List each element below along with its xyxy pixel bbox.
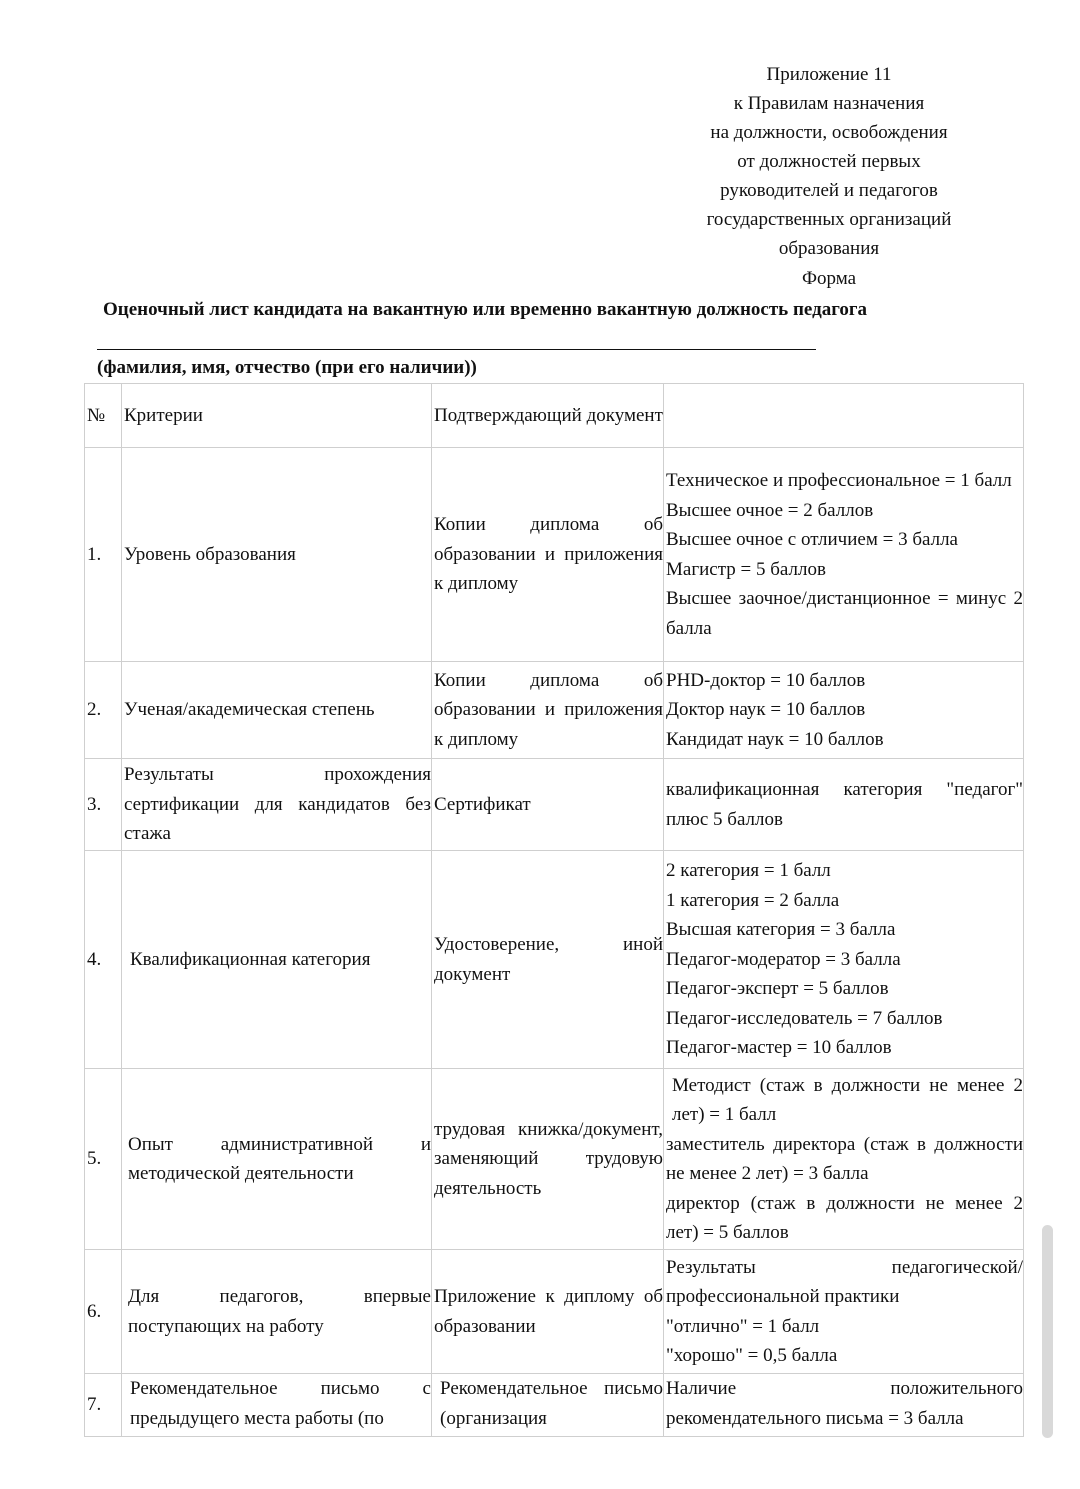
score-line: Высшая категория = 3 балла [666,919,896,941]
table-row [85,662,1024,759]
score-line: Результаты педагогической/ профессиональной практики [666,1256,1023,1307]
row-num: 5. [85,1069,122,1250]
row-num: 3. [85,759,122,851]
row-score [664,448,1024,662]
score-line: Педагог-мастер = 10 баллов [666,1037,892,1059]
row-score [664,1374,1024,1437]
row-score [664,851,1024,1069]
score-line: Педагог-исследователь = 7 баллов [666,1007,943,1029]
score-line: Педагог-эксперт = 5 баллов [666,978,889,1000]
row-document: Копии диплома об образовании и приложения к диплому [432,448,664,662]
header-document: Подтверждающий документ [432,384,664,448]
row-num: 4. [85,851,122,1069]
appendix-line: Приложение 11 [766,64,892,85]
appendix-line: от должностей первых [737,151,921,172]
table-row [85,1374,1024,1437]
score-line: 2 категория = 1 балл [666,860,831,882]
appendix-line: на должности, освобождения [710,122,948,143]
row-document: Сертификат [432,759,664,851]
row-criteria: Результаты прохождения сертификации для кандидатов без стажа [122,759,432,851]
vertical-scrollbar[interactable] [1042,1225,1053,1438]
row-document: трудовая книжка/документ, заменяющий трудовую деятельность [432,1069,664,1250]
row-criteria: Уровень образования [122,448,432,662]
appendix-block [660,60,998,293]
row-num: 7. [85,1374,122,1437]
appendix-line: образования [778,238,880,259]
score-line: Техническое и профессиональное = 1 балл [666,470,1012,491]
score-line: квалификационная категория "педагог" плюс 5 баллов [666,779,1023,830]
row-score [664,1069,1024,1250]
row-document-text: Рекомендательное письмо (организация [440,1378,663,1429]
row-score [664,662,1024,759]
score-line: Кандидат наук = 10 баллов [666,728,884,750]
header-score [664,384,1024,448]
score-line: Доктор наук = 10 баллов [666,699,866,721]
document-title: Оценочный лист кандидата на вакантную или временно вакантную должность педагога [103,299,867,320]
row-score [664,1250,1024,1374]
row-score [664,759,1024,851]
header-num: № [85,384,122,448]
row-document: Приложение к диплому об образовании [432,1250,664,1374]
row-num: 6. [85,1250,122,1374]
row-criteria: Для педагогов, впервые поступающих на работу [122,1250,432,1374]
table-row [85,448,1024,662]
score-line: Методист (стаж в должности не менее 2 лет) = 1 балл [672,1074,1023,1125]
fio-underline [97,349,816,350]
score-line: Высшее заочное/дистанционное = минус 2 балла [666,588,1023,639]
score-line: Высшее очное = 2 баллов [666,499,874,521]
table-header-row [85,384,1024,448]
header-criteria: Критерии [122,384,432,448]
appendix-line: государственных организаций [706,209,952,230]
appendix-line: руководителей и педагогов [720,180,938,201]
score-line: Педагог-модератор = 3 балла [666,948,901,970]
score-line: "хорошо" = 0,5 балла [666,1345,838,1366]
row-criteria: Ученая/академическая степень [122,662,432,759]
score-line: Наличие положительного рекомендательного письма = 3 балла [666,1378,1023,1429]
score-line: заместитель директора (стаж в должности не менее 2 лет) = 3 балла [666,1133,1023,1184]
row-criteria [122,1374,432,1437]
score-line: PHD-доктор = 10 баллов [666,669,866,691]
row-num: 1. [85,448,122,662]
score-line: 1 категория = 2 балла [666,889,840,911]
score-line: Магистр = 5 баллов [666,558,826,580]
table-row [85,851,1024,1069]
table-row [85,759,1024,851]
table-row [85,1250,1024,1374]
row-document: Удостоверение, иной документ [432,851,664,1069]
score-line: "отлично" = 1 балл [666,1315,820,1337]
row-criteria: Опыт административной и методической деятельности [122,1069,432,1250]
fio-caption: (фамилия, имя, отчество (при его наличии)) [97,357,477,378]
criteria-table [84,383,1024,1437]
row-num: 2. [85,662,122,759]
row-criteria: Квалификационная категория [122,851,432,1069]
row-document: Копии диплома об образовании и приложения к диплому [432,662,664,759]
score-line: Высшее очное с отличием = 3 балла [666,529,958,550]
table-row [85,1069,1024,1250]
score-line: директор (стаж в должности не менее 2 лет) = 5 баллов [666,1192,1023,1243]
form-label: Форма [801,268,857,289]
appendix-line: к Правилам назначения [733,93,925,114]
row-criteria-text: Рекомендательное письмо с предыдущего места работы (по [130,1378,431,1429]
row-document [432,1374,664,1437]
